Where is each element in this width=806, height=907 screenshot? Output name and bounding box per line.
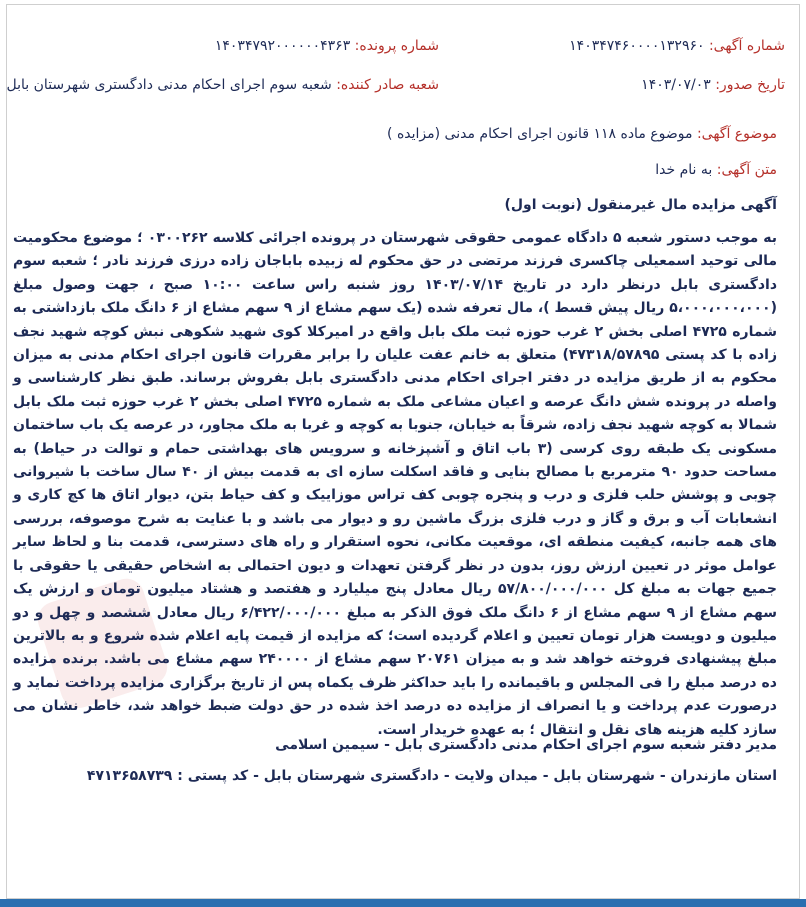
notice-title: آگهی مزایده مال غیرمنقول (نوبت اول) <box>504 197 777 213</box>
issuing-branch-value: شعبه سوم اجرای احکام مدنی دادگستری شهرستان بابل <box>6 77 332 93</box>
notice-number-label: شماره آگهی: <box>708 38 785 54</box>
address: استان مازندران - شهرستان بابل - میدان ولایت - دادگستری شهرستان بابل - کد پستی : ۴۷۱۳۶۵۸۷۳۹ <box>86 768 777 784</box>
signature: مدیر دفتر شعبه سوم اجرای احکام مدنی دادگستری بابل - سیمین اسلامی <box>275 737 777 753</box>
issuing-branch-field <box>7 77 439 93</box>
subject-label: موضوع آگهی: <box>696 126 777 142</box>
notice-text-label: متن آگهی: <box>716 162 777 178</box>
subject-field <box>387 126 777 142</box>
issue-date-label: تاریخ صدور: <box>715 77 785 93</box>
notice-body: به موجب دستور شعبه ۵ دادگاه عمومی حقوقی شهرستان در پرونده اجرائی کلاسه ۰۳۰۰۲۶۲ ؛ موضوع محکومیت مالی توحید اسمعیلی چاکسری فرزند مرتضی در حق محکوم له زبیده باباجان زاده درزی فرزند نادر ؛ شعبه سوم دادگستری بابل درنظر دارد در تاریخ ۱۴۰۳/۰۷/۱۴ روز شنبه راس ساعت ۱۰:۰۰ صبح ، جهت وصول مبلغ (۵،۰۰۰،۰۰۰،۰۰۰ ریال پیش قسط )، مال تعرفه شده (یک سهم مشاع از ۹ سهم مشاع از ۶ دانگ ملک بازداشتی به شماره ۴۷۲۵ اصلی بخش ۲ غرب حوزه ثبت ملک بابل واقع در امیرکلا کوی شهید شکوهی نبش کوچه شهید نجف زاده با کد پستی ۴۷۳۱۸/۵۷۸۹۵) متعلق به خانم عفت علیان را برابر مقررات قانون اجرای احکام مدنی به میزان محکوم به از طریق مزایده در دفتر اجرای احکام مدنی دادگستری بابل بفروش برساند. طبق نظر کارشناسی و واصله در پرونده شش دانگ عرصه و اعیان مشاعی ملک به شماره ۴۷۲۵ اصلی بخش ۲ غرب حوزه ثبت ملک بابل شمالا به کوچه شهید نجف زاده، شرقاً به خیابان، جنوبا به کوچه و غربا به ملک مجاور، در عرصه یک باب ساختمان مسکونی یک طبقه روی کرسی (۳ باب اتاق و آشپزخانه و سرویس های بهداشتی حمام و توالت در حیاط) به مساحت حدود ۹۰ مترمربع با مصالح بنایی و فاقد اسکلت سازه ای به قدمت بیش از ۴۰ سال ساخت با شیروانی چوبی و پوشش حلب فلزی و درب و پنجره چوبی کف تراس موزاییک و کف حیاط بتن، دیوار اتاق ها کچ کاری و انشعابات آب و برق و گاز و درب فلزی بزرگ ماشین رو و دیوار می باشد و با عنایت به شرح موصوفه، بررسی های همه جانبه، کیفیت منطقه ای، موقعیت مکانی، نحوه استقرار و راه های دسترسی، قدمت بنا و لحاظ سایر عوامل موثر در تعیین ارزش روز، بدون در نظر گرفتن تعهدات و دیون احتمالی به اشخاص حقیقی یا حقوقی با جمیع جهات به مبلغ کل ۵۷/۸۰۰/۰۰۰/۰۰۰ ریال معادل پنج میلیارد و هفتصد و هشتاد میلیون تومان و ارزش یک سهم مشاع از ۹ سهم مشاع از ۶ دانگ ملک فوق الذکر به مبلغ ۶/۴۲۲/۰۰۰/۰۰۰ ریال معادل ششصد و چهل و دو میلیون و دویست هزار تومان تعیین و اعلام گردیده است؛ که مزایده از قیمت پایه اعلام شده شروع و به بالاترین مبلغ پیشنهادی فروخته خواهد شد و به میزان ۲۰۷۶۱ سهم مشاع از ۲۴۰۰۰۰ سهم مشاع می باشد. برنده مزایده ده درصد مبلغ را فی المجلس و باقیمانده را باید حداکثر ظرف یکماه پس از تاریخ برگزاری مزایده پرداخت نماید و درصورت عدم پرداخت و یا انصراف از مزایده ده درصد اخذ شده در حق دولت ضبط خواهد شد، خاطر نشان می سازد کلیه هزینه های نقل و انتقال ؛ به عهده خریدار است. <box>13 230 778 738</box>
notice-text-value: به نام خدا <box>655 162 713 178</box>
notice-number-value: ۱۴۰۳۴۷۴۶۰۰۰۰۱۳۲۹۶۰ <box>569 38 705 54</box>
case-number-field <box>215 38 439 54</box>
bottom-bar <box>0 899 806 907</box>
issuing-branch-label: شعبه صادر کننده: <box>336 77 439 93</box>
case-number-label: شماره پرونده: <box>354 38 439 54</box>
notice-text-field <box>655 162 777 178</box>
notice-document <box>6 4 800 899</box>
issue-date-value: ۱۴۰۳/۰۷/۰۳ <box>641 77 711 93</box>
notice-number-field <box>569 38 785 54</box>
case-number-value: ۱۴۰۳۴۷۹۲۰۰۰۰۰۰۴۳۶۳ <box>214 38 351 54</box>
issue-date-field <box>641 77 785 93</box>
subject-value: موضوع ماده ۱۱۸ قانون اجرای احکام مدنی (مزایده ) <box>387 126 693 142</box>
